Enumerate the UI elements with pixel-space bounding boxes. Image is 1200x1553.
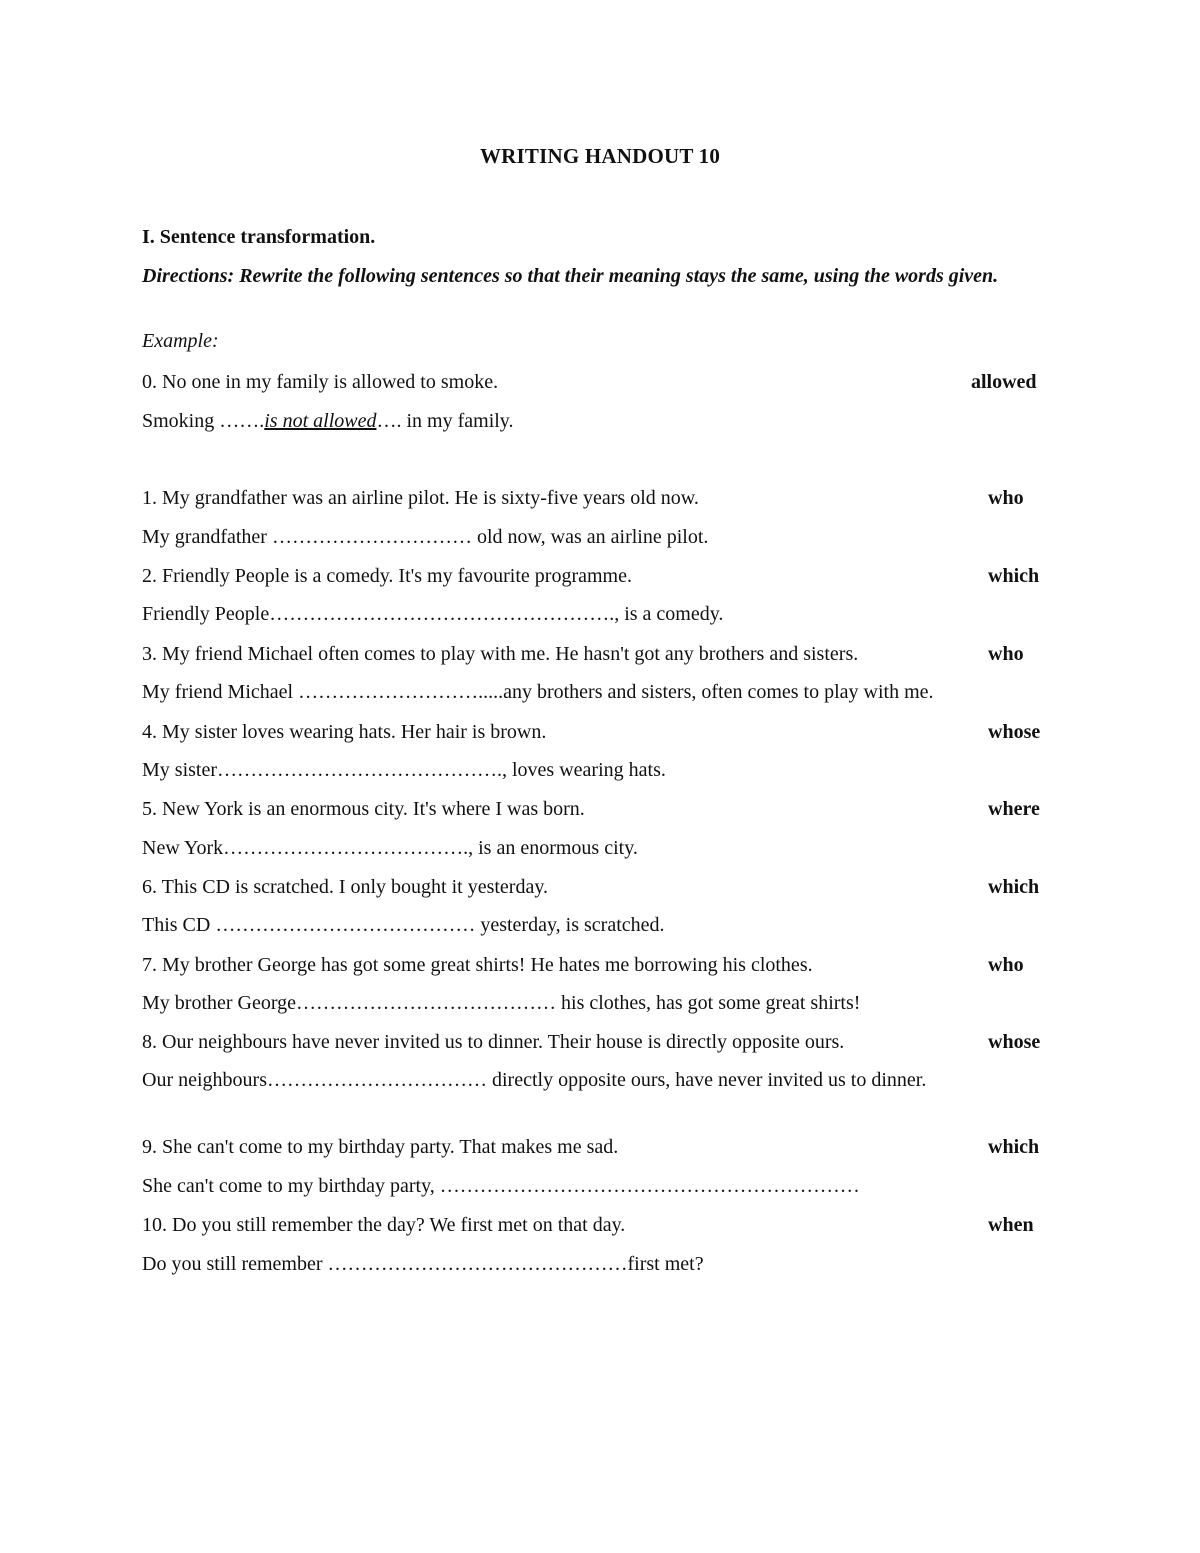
item-keyword: who [988,487,1024,509]
item-keyword: when [988,1214,1034,1236]
item-prompt: 7. My brother George has got some great shirts! He hates me borrowing his clothes. [142,954,813,976]
item-rewrite: My friend Michael ……………………….....any brothers and sisters, often comes to play with me. [142,681,934,703]
item-prompt: 6. This CD is scratched. I only bought it yesterday. [142,876,549,898]
item-rewrite: My sister……………………………………., loves wearing hats. [142,759,666,781]
section-heading: I. Sentence transformation. [142,226,376,248]
item-2-rewrite-row [142,600,1058,628]
item-prompt: 5. New York is an enormous city. It's where I was born. [142,798,585,820]
item-prompt: 2. Friendly People is a comedy. It's my favourite programme. [142,565,632,587]
item-8-rewrite-row [142,1067,1058,1094]
item-9-rewrite-row [142,1172,1058,1200]
item-9-prompt-row [142,1133,1058,1161]
item-keyword: which [988,1136,1040,1158]
item-3-rewrite-row [142,678,1058,706]
item-rewrite: Friendly People……………………………………………., is a comedy. [142,603,724,625]
item-rewrite: Do you still remember ………………………………………first met? [142,1253,704,1275]
item-rewrite: My grandfather ………………………… old now, was an airline pilot. [142,526,709,548]
item-1-prompt-row [142,484,1058,512]
example-rewrite-before: Smoking ……. [142,410,265,432]
directions-text: Directions: Rewrite the following sentences so that their meaning stays the same, using the words given. [142,265,999,287]
item-4-rewrite-row [142,756,1058,784]
item-keyword: whose [988,1031,1041,1053]
item-prompt: 9. She can't come to my birthday party. That makes me sad. [142,1136,619,1158]
item-7-rewrite-row [142,989,1058,1017]
item-2-prompt-row [142,562,1058,590]
example-label: Example: [142,330,219,352]
page-title: WRITING HANDOUT 10 [479,144,721,168]
item-prompt: 8. Our neighbours have never invited us to dinner. Their house is directly opposite ours. [142,1031,845,1053]
item-keyword: which [988,876,1040,898]
item-5-prompt-row [142,795,1058,823]
example-prompt-row [142,368,1058,396]
example-prompt: 0. No one in my family is allowed to smoke. [142,371,499,393]
item-8-prompt-row [142,1028,1058,1056]
item-10-prompt-row [142,1211,1058,1239]
item-7-prompt-row [142,951,1058,979]
item-10-rewrite-row [142,1250,1058,1278]
item-keyword: whose [988,721,1041,743]
item-prompt: 10. Do you still remember the day? We first met on that day. [142,1214,626,1236]
item-rewrite: My brother George………………………………… his clothes, has got some great shirts! [142,992,861,1014]
item-keyword: which [988,565,1040,587]
item-keyword: where [988,798,1040,820]
item-rewrite: Our neighbours…………………………… directly opposite ours, have never invited us to dinner. [142,1069,927,1091]
item-keyword: who [988,954,1024,976]
item-3-prompt-row [142,640,1058,668]
example-keyword: allowed [971,371,1037,393]
item-6-prompt-row [142,873,1058,901]
example-rewrite-answer: is not allowed [264,410,377,432]
item-rewrite: This CD ………………………………… yesterday, is scratched. [142,914,665,936]
item-prompt: 3. My friend Michael often comes to play with me. He hasn't got any brothers and sisters. [142,643,859,665]
item-rewrite: New York………………………………., is an enormous city. [142,837,638,859]
item-4-prompt-row [142,718,1058,746]
example-rewrite-row [142,407,1058,435]
item-6-rewrite-row [142,911,1058,939]
item-prompt: 1. My grandfather was an airline pilot. He is sixty-five years old now. [142,487,699,509]
item-1-rewrite-row [142,523,1058,551]
example-rewrite-after: …. in my family. [376,410,514,432]
item-5-rewrite-row [142,834,1058,862]
item-rewrite: She can't come to my birthday party, ……………………………………………………… [142,1175,860,1197]
item-prompt: 4. My sister loves wearing hats. Her hair is brown. [142,721,547,743]
item-keyword: who [988,643,1024,665]
